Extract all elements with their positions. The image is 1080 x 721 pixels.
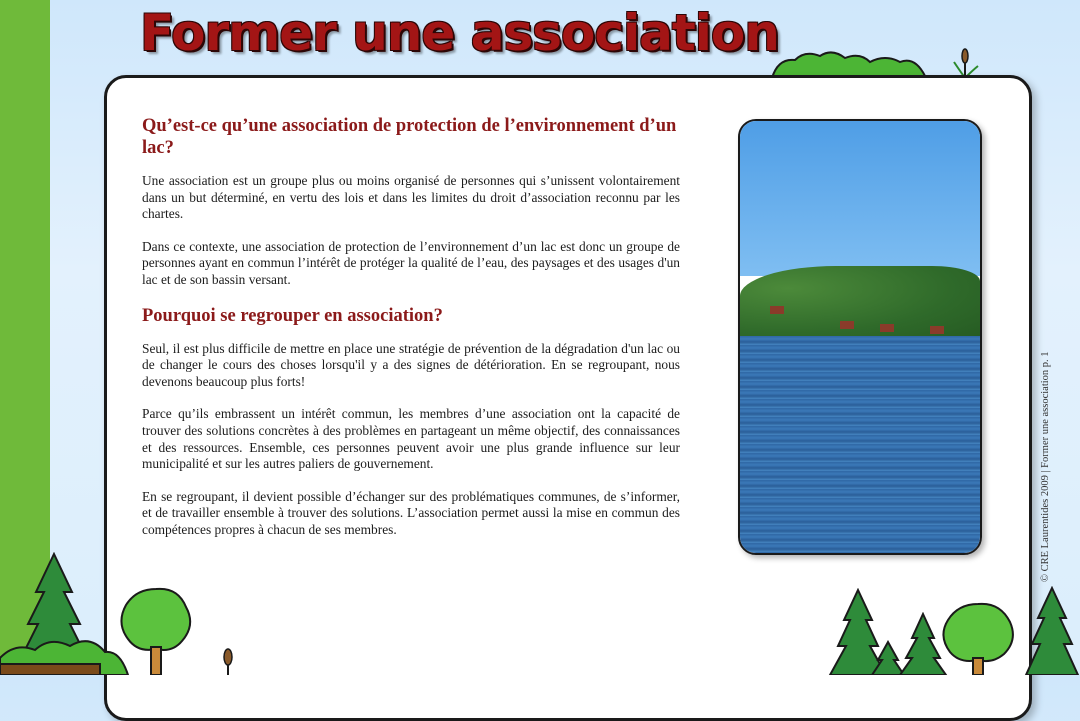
paragraph: Parce qu’ils embrassent un intérêt commun, les membres d’une association ont la capacité de trouver des solutions concrètes à des problèmes en partageant un même objectif, des connaissances et des ressources. Ensemble, ces personnes peuvent avoir une plus grande influence sur leur municipalité et sur les autres paliers de gouvernement. xyxy=(142,406,680,472)
round-tree-icon xyxy=(116,585,196,675)
bush-icon xyxy=(770,48,985,78)
cottage-icon xyxy=(840,321,854,329)
paragraph: Seul, il est plus difficile de mettre en place une stratégie de prévention de la dégradation d'un lac ou de changer le cours des choses lorsqu'il y a des signes de détérioration. En se regroupant, nous devenons beaucoup plus forts! xyxy=(142,340,680,389)
photo-water xyxy=(740,336,980,555)
page-title: Former une association xyxy=(140,4,779,62)
paragraph: Dans ce contexte, une association de protection de l’environnement d’un lac est donc un groupe de personnes ayant en commun l’intérêt de protéger la qualité de l’eau, des paysages et des usages d'un lac et de son bassin versant. xyxy=(142,238,680,287)
main-content xyxy=(142,115,680,555)
round-tree-icon xyxy=(938,600,1018,675)
paragraph: En se regroupant, il devient possible d’échanger sur des problématiques communes, de s’informer, et de travailler ensemble à trouver des solutions. L’association permet aussi la mise en commun des compétences propres à chacun de ses membres. xyxy=(142,488,680,537)
paragraph: Une association est un groupe plus ou moins organisé de personnes qui s’unissent volontairement dans un but déterminé, en vertu des lois et dans les limites du droit d’association reconnu par les chartes. xyxy=(142,173,680,222)
section-heading: Pourquoi se regrouper en association? xyxy=(142,305,443,326)
cottage-icon xyxy=(930,326,944,334)
photo-hills xyxy=(740,266,980,341)
cottage-icon xyxy=(880,324,894,332)
bush-icon xyxy=(0,630,130,675)
cattail-icon xyxy=(220,645,236,675)
lake-photo xyxy=(738,119,982,555)
photo-sky xyxy=(740,121,980,276)
pine-tree-icon xyxy=(1024,586,1080,675)
footer-credit: © CRE Laurentides 2009 | Former une association p. 1 xyxy=(1040,351,1051,582)
section-heading: Qu’est-ce qu’une association de protection de l’environnement d’un lac? xyxy=(142,116,677,158)
cottage-icon xyxy=(770,306,784,314)
